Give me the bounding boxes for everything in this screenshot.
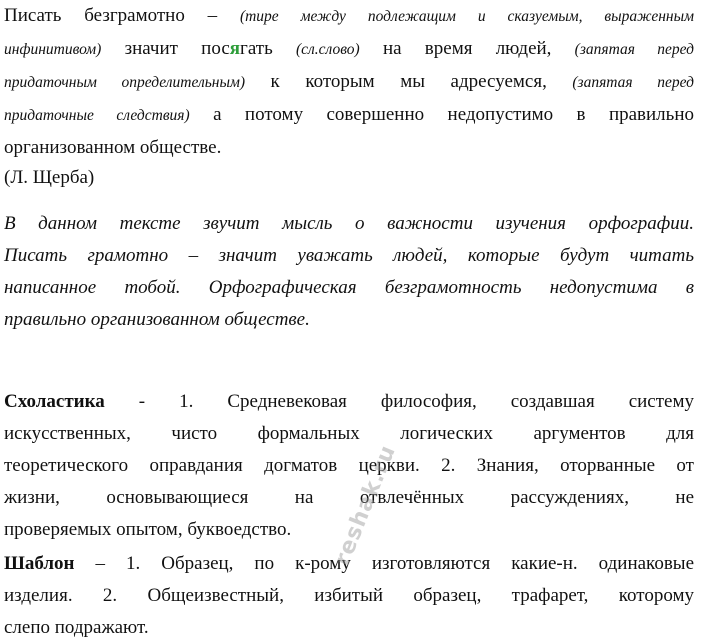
analysis-line: В данном тексте звучит мысль о важности изучения орфографии. [4,213,694,234]
definition-scholasticism [4,386,694,546]
quote-line-1 [4,0,694,33]
quote-text: к которым мы адресуемся, [245,71,573,92]
grammar-note: придаточные следствия) [4,107,190,124]
grammar-note: придаточным определительным) [4,74,246,91]
quote-text: значит пос [101,38,230,59]
definition-line [4,386,694,418]
quote-paragraph [4,0,694,164]
definition-line [4,548,694,580]
quote-text: а потому совершенно недопустимо в правильно [189,104,694,125]
quote-line-4 [4,99,694,132]
grammar-note: (сл.слово) [296,41,360,58]
quote-line-5: организованном обществе. [4,137,222,158]
definition-term: Шаблон [4,553,75,574]
quote-line-3 [4,66,694,99]
quote-line-2 [4,33,694,66]
definition-line: жизни, основывающиеся на отвлечённых рассуждениях, не [4,487,694,508]
author-attribution: (Л. Щерба) [4,167,95,188]
analysis-line: Писать грамотно – значит уважать людей, которые будут читать [4,245,694,266]
definition-term: Схоластика [4,391,105,412]
definition-line: изделия. 2. Общеизвестный, избитый образец, трафарет, которому [4,585,694,606]
grammar-note: (тире между подлежащим и сказуемым, выраженным [239,8,695,25]
analysis-line: правильно организованном обществе. [4,309,310,330]
definition-line: теоретического оправдания догматов церкви. 2. Знания, оторванные от [4,455,694,476]
definition-line: проверяемых опытом, буквоедство. [4,519,292,540]
analysis-line: написанное тобой. Орфографическая безграмотность недопустима в [4,277,694,298]
quote-text: гать [240,38,296,59]
definition-template [4,548,694,644]
grammar-note: (запятая перед [574,41,695,58]
highlighted-letter: я [229,38,241,59]
definition-text: - 1. Средневековая философия, создавшая систему [104,391,694,412]
definition-line: слепо подражают. [4,617,149,638]
watermark-logo: reshak.ru [330,441,402,570]
grammar-note: инфинитивом) [4,41,102,58]
analysis-paragraph [4,208,694,336]
quote-text: на время людей, [359,38,575,59]
grammar-note: (запятая перед [572,74,694,91]
quote-text: Писать безграмотно – [4,5,240,26]
definition-text: – 1. Образец, по к-рому изготовляются какие-н. одинаковые [74,553,694,574]
definition-line: искусственных, чисто формальных логических аргументов для [4,423,694,444]
